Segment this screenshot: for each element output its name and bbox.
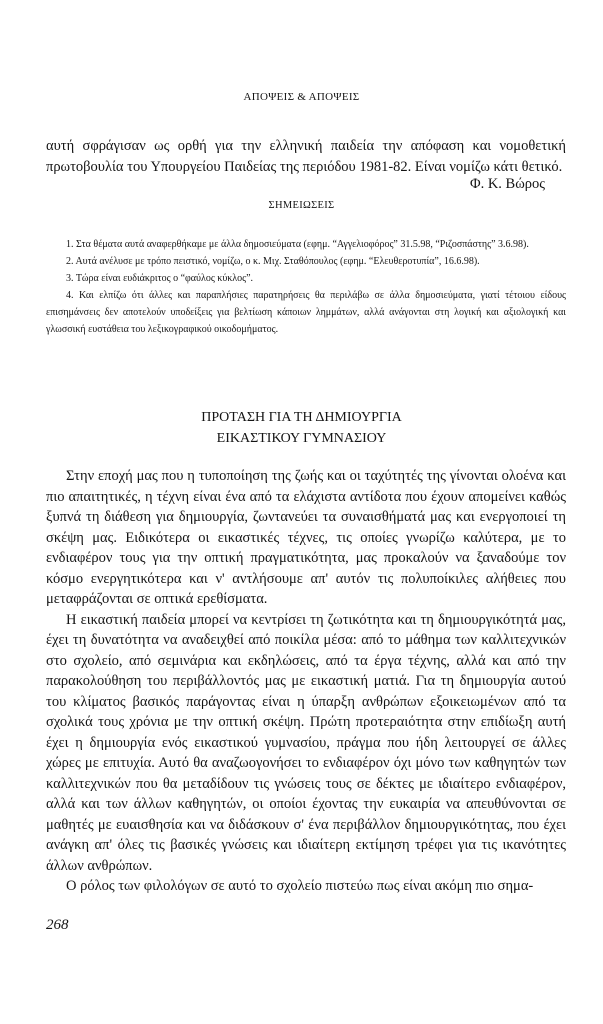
opening-paragraph: αυτή σφράγισαν ως ορθή για την ελληνική παιδεία την απόφαση και νομοθετική πρωτοβουλία του Υπουργείου Παιδείας της περιόδου 1981-82. Είναι νομίζω κάτι θετικό. <box>46 138 566 175</box>
article-title <box>0 407 603 449</box>
note-item: 4. Και ελπίζω ότι άλλες και παραπλήσιες παρατηρήσεις θα περιλάβω σε άλλα δημοσιεύματα, γιατί τέτοιου είδους επισημάνσεις δεν αποτελούν υποδείξεις για βελτίωση κάποιων λημμάτων, αλλά ανάγονται στη λογική και αξιολογική και γλωσσική ευστάθεια του λεξικογραφικού οικοδομήματος. <box>46 290 566 335</box>
note-item: 3. Τώρα είναι ευδιάκριτος ο “φαύλος κύκλος”. <box>66 273 254 284</box>
article-title-line-1: ΠΡΟΤΑΣΗ ΓΙΑ ΤΗ ΔΗΜΙΟΥΡΓΙΑ <box>201 410 402 425</box>
note-item: 2. Αυτά ανέλυσε με τρόπο πειστικό, νομίζω, ο κ. Μιχ. Σταθόπουλος (εφημ. “Ελευθεροτυπία”, 16.6.98). <box>66 256 480 267</box>
notes-list <box>46 236 566 338</box>
article-title-line-2: ΕΙΚΑΣΤΙΚΟΥ ΓΥΜΝΑΣΙΟΥ <box>216 431 387 446</box>
article-body <box>46 466 566 897</box>
running-header: ΑΠΟΨΕΙΣ & ΑΠΟΨΕΙΣ <box>243 91 360 103</box>
author-signature: Φ. Κ. Βώρος <box>469 176 545 192</box>
article-paragraph: Στην εποχή μας που η τυποποίηση της ζωής και οι ταχύτητές της γίνονται ολοένα και πιο απαιτητικές, η τέχνη είναι ένα από τα ελάχιστα αντίδοτα που έχουν απομείνει καθώς ξυπνά τη διάθεση για δημιουργία, ζωντανεύει τα συναισθήματά μας και ενεργοποιεί τη σκέψη μας. Ειδικότερα οι εικαστικές τέχνες, τις οποίες γνωρίζω καλύτερα, με το ενδιαφέρον τους για την οπτική πραγματικότητα, μας προκαλούν να ξαναδούμε τον κόσμο ενεργητικότερα και ν' αντλήσουμε απ' αυτόν τις πολυποίκιλες αλήθειες που μεταφράζονται σε οπτικά ερεθίσματα. <box>46 468 566 607</box>
opening-paragraph-block <box>46 136 566 177</box>
article-paragraph: Ο ρόλος των φιλολόγων σε αυτό το σχολείο πιστεύω πως είναι ακόμη πιο σημα- <box>66 878 534 894</box>
notes-title: ΣΗΜΕΙΩΣΕΙΣ <box>268 200 335 211</box>
note-item: 1. Στα θέματα αυτά αναφερθήκαμε με άλλα δημοσιεύματα (εφημ. “Αγγελιοφόρος” 31.5.98, “Ριζοσπάστης” 3.6.98). <box>66 239 529 250</box>
article-paragraph: Η εικαστική παιδεία μπορεί να κεντρίσει τη ζωτικότητα και τη δημιουργικότητά μας, έχει τη δυνατότητα να αναδειχθεί από ποικίλα μέσα: από το μάθημα των καλλιτεχνικών στο σχολείο, από σεμινάρια και εκδηλώσεις, από τα έργα τέχνης, αλλά και από την παρακολούθηση του περιβάλλοντός μας με εικαστική ματιά. Για τη δημιουργία αυτού του κλίματος βασικός παράγοντας είναι η ύπαρξη ανθρώπων εξοικειωμένων από τα σχολικά τους χρόνια με την οπτική σκέψη. Πρώτη προτεραιότητα στην επιδίωξη αυτή έχει η δημιουργία ενός εικαστικού γυμνασίου, πράγμα που ήδη λειτουργεί σε άλλες χώρες με επιτυχία. Αυτό θα αναζωογονήσει το ενδιαφέρον όχι μόνο των καθηγητών των καλλιτεχνικών που θα μεταδίδουν τις γνώσεις τους σε δέκτες με ιδιαίτερο ενδιαφέρον, αλλά και των άλλων καθηγητών, οι οποίοι έχοντας την ευκαιρία να απευθύνονται σε μαθητές με ευαισθησία και να διδάσκουν σ' ένα περιβάλλον δημιουργικότητας, που έχει ανάγκη απ' όλες τις βασικές γνώσεις και ιδιαίτερη εκτίμηση τρέφει για τις ικανότητες άλλων ανθρώπων. <box>46 611 566 874</box>
page-number: 268 <box>46 917 69 933</box>
